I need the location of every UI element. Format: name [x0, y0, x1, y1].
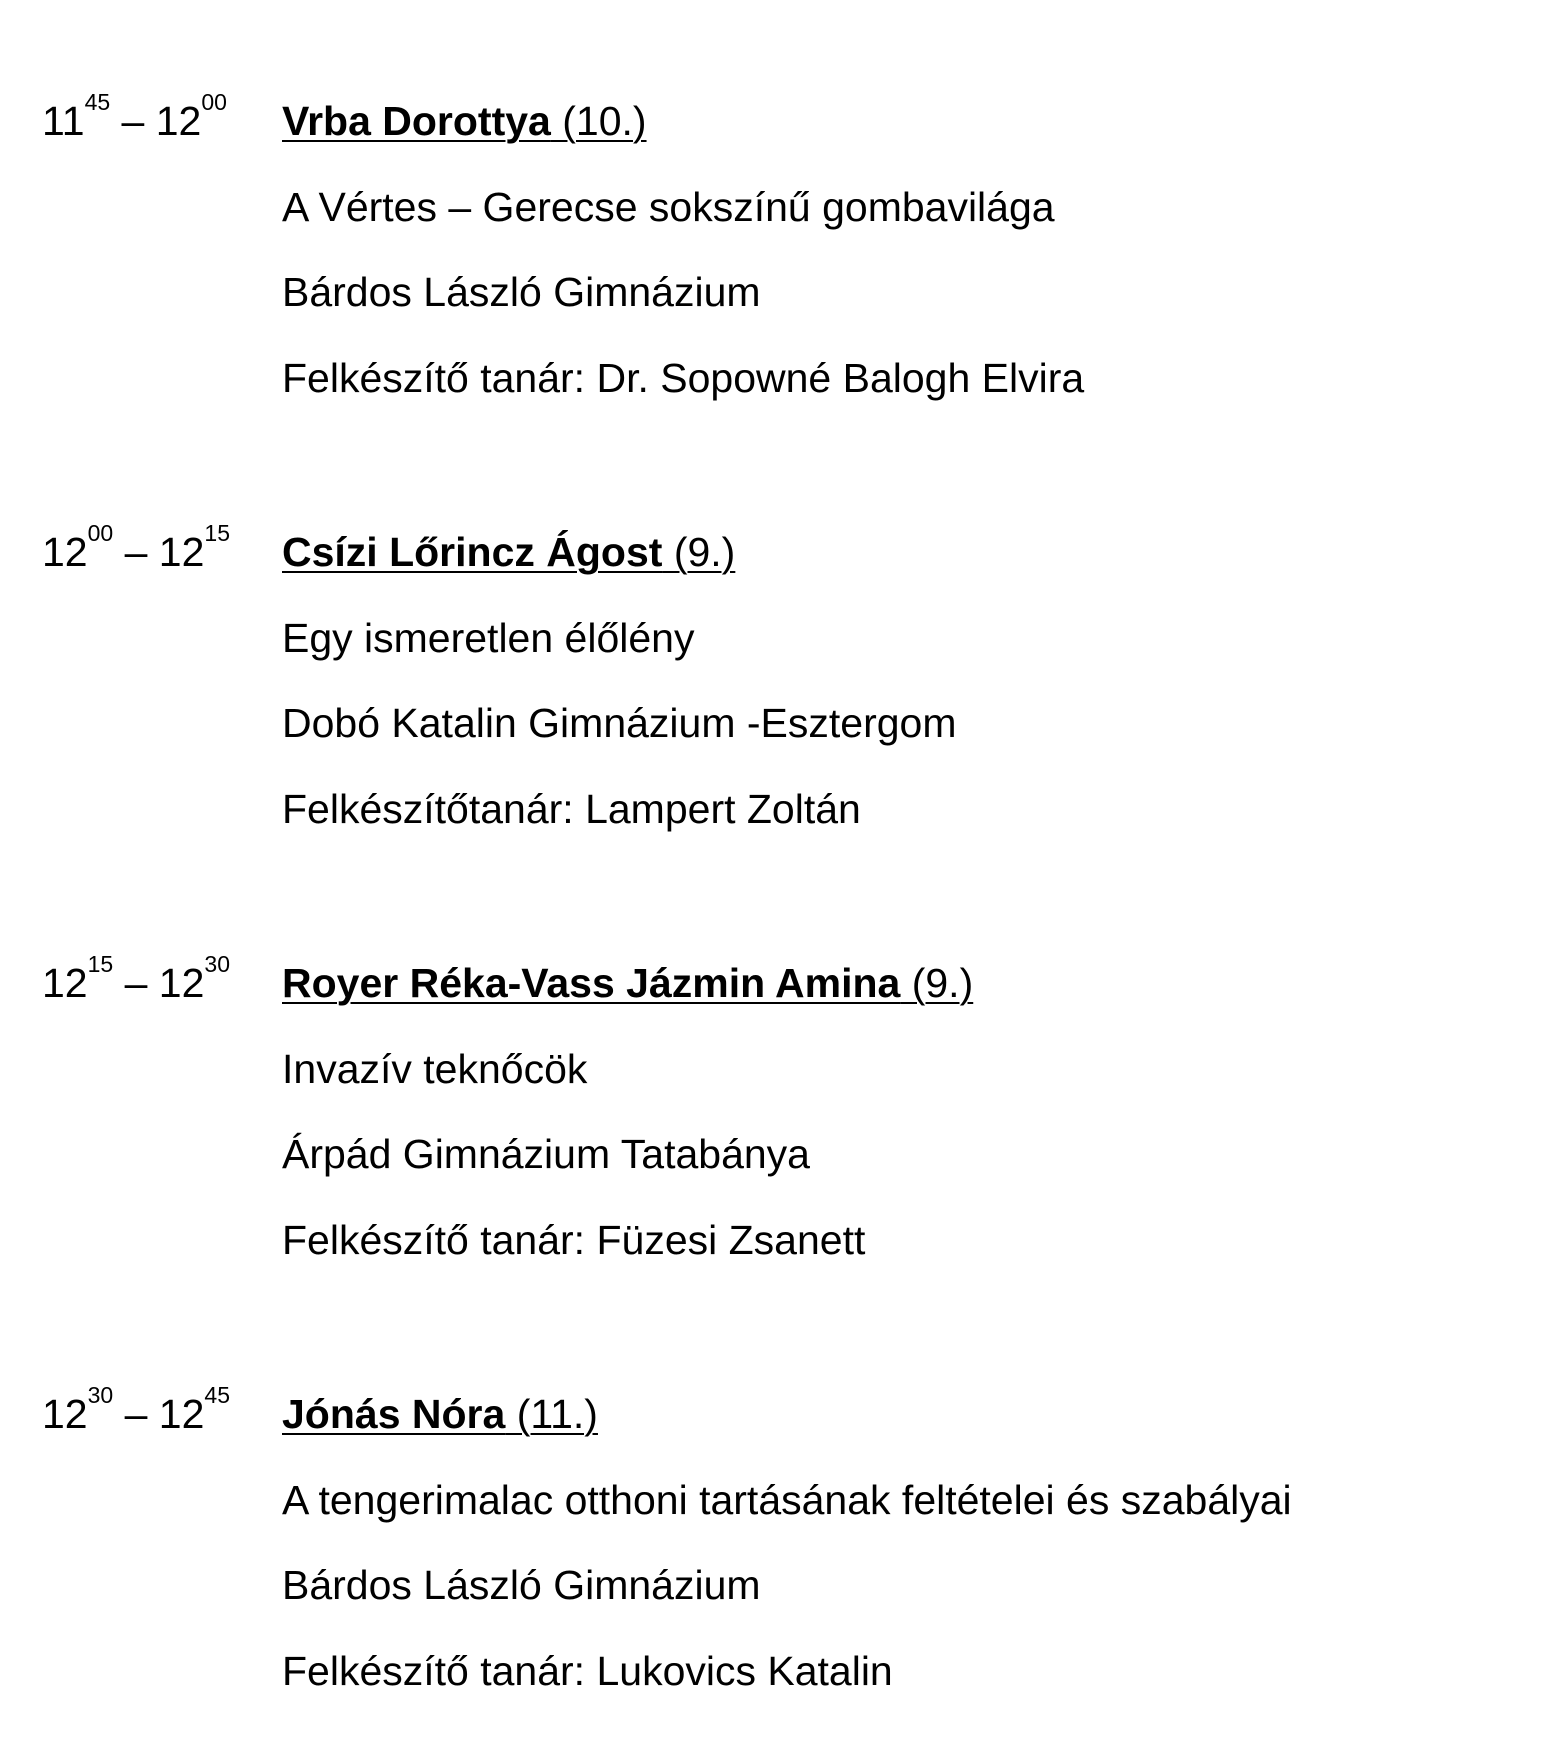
end-hour: 12 [158, 529, 205, 575]
time-slot [42, 89, 227, 147]
start-hour: 12 [42, 529, 88, 575]
end-minute: 45 [204, 1382, 230, 1408]
time-slot [42, 1382, 230, 1440]
time-separator: – [113, 960, 159, 1006]
presenter-grade: (11.) [505, 1391, 598, 1437]
teacher-line: Felkészítő tanár: Dr. Sopowné Balogh Elvira [282, 355, 1085, 401]
presenter-line [282, 526, 735, 578]
start-hour: 12 [42, 960, 88, 1006]
school-name: Dobó Katalin Gimnázium -Esztergom [282, 700, 957, 746]
time-slot [42, 951, 230, 1009]
end-hour: 12 [158, 1391, 205, 1437]
time-separator: – [113, 529, 159, 575]
presenter-name: Jónás Nóra [282, 1391, 506, 1437]
presentation-title: Invazív teknőcök [282, 1046, 588, 1092]
presenter-grade: (10.) [550, 98, 647, 144]
start-minute: 30 [87, 1382, 114, 1408]
end-hour: 12 [155, 98, 202, 144]
presentation-title: A Vértes – Gerecse sokszínű gombavilága [282, 184, 1055, 230]
presentation-title: A tengerimalac otthoni tartásának feltételei és szabályai [282, 1477, 1292, 1523]
teacher-line: Felkészítőtanár: Lampert Zoltán [282, 786, 861, 832]
presentation-title: Egy ismeretlen élőlény [282, 615, 695, 661]
school-name: Árpád Gimnázium Tatabánya [282, 1131, 810, 1177]
end-minute: 30 [204, 951, 230, 977]
presenter-name: Csízi Lőrincz Ágost [282, 529, 663, 575]
presenter-name: Vrba Dorottya [282, 98, 551, 144]
presenter-line [282, 1388, 598, 1440]
end-minute: 15 [204, 520, 230, 546]
presenter-line [282, 957, 973, 1009]
presenter-line [282, 95, 647, 147]
time-separator: – [113, 1391, 159, 1437]
start-minute: 45 [84, 89, 111, 115]
time-separator: – [110, 98, 156, 144]
end-hour: 12 [158, 960, 205, 1006]
end-minute: 00 [201, 89, 227, 115]
start-minute: 00 [87, 520, 114, 546]
start-hour: 12 [42, 1391, 88, 1437]
school-name: Bárdos László Gimnázium [282, 269, 761, 315]
teacher-line: Felkészítő tanár: Lukovics Katalin [282, 1648, 893, 1694]
time-slot [42, 520, 230, 578]
presenter-grade: (9.) [900, 960, 974, 1006]
presenter-grade: (9.) [662, 529, 736, 575]
presenter-name: Royer Réka-Vass Jázmin Amina [282, 960, 901, 1006]
start-hour: 11 [42, 98, 85, 144]
teacher-line: Felkészítő tanár: Füzesi Zsanett [282, 1217, 866, 1263]
start-minute: 15 [87, 951, 114, 977]
school-name: Bárdos László Gimnázium [282, 1562, 761, 1608]
